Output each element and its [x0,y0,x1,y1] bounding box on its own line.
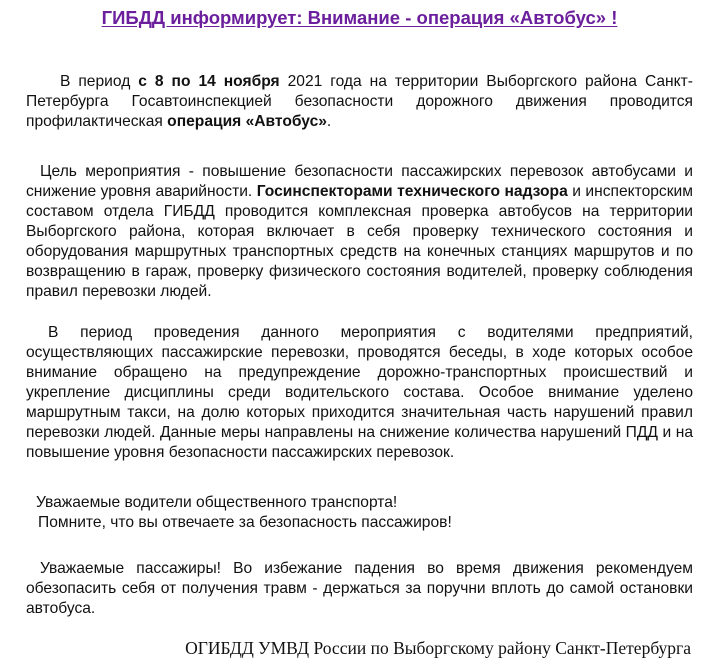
appeal-drivers-line-2: Помните, что вы отвечаете за безопасность пассажиров! [38,514,452,531]
paragraph-appeal-passengers: Уважаемые пассажиры! Во избежание падения во время движения рекомендуем обезопасить себя от получения травм - держаться за поручни вплоть до самой остановки автобуса. [26,560,693,617]
operation-name: операция «Автобус» [167,113,327,130]
title-link[interactable]: ГИБДД информирует: Внимание - операция «Автобус» ! [101,7,618,28]
appeal-to-drivers [26,493,693,533]
p1-text-2: 2021 года на территории Выборгского района Санкт-Петербурга Госавтоинспекцией безопасности дорожного движения проводится профилактическая [26,73,693,130]
p2-text-1: Цель мероприятия - повышение безопасности пассажирских перевозок автобусами и снижение уровня аварийности. [26,163,693,200]
inspectors-bold: Госинспекторами технического надзора [256,183,568,200]
appeal-drivers-line-1: Уважаемые водители общественного транспорта! [36,494,398,511]
paragraph-goal [26,162,693,302]
paragraph-operation-dates [26,72,693,132]
signature: ОГИБДД УМВД России по Выборгскому району Санкт-Петербурга [185,638,691,658]
paragraph-measures: В период проведения данного мероприятия с водителями предприятий, осуществляющих пассажирские перевозки, проводятся беседы, в ходе которых особое внимание обращено на предупреждение дорожно-транспортных происшествий и укрепление дисциплины среди водительского состава. Особое внимание уделено маршрутным такси, на долю которых приходится значительная часть нарушений правил перевозки людей. Данные меры направлены на снижение количества нарушений ПДД и на повышение уровня безопасности пассажирских перевозок. [26,324,693,461]
page-title [26,6,693,30]
p2-text-2: и инспекторским составом отдела ГИБДД проводится комплексная проверка автобусов на территории Выборгского района, которая включает в себя проверку технического состояния и оборудования маршрутных транспортных средств на конечных станциях маршрутов и по возвращению в гараж, проверку физического состояния водителей, проверку соблюдения правил перевозки людей. [26,183,693,300]
p1-text-3: . [326,113,332,130]
operation-dates: с 8 по 14 ноября [138,73,280,90]
p1-text-1: В период [60,73,139,90]
